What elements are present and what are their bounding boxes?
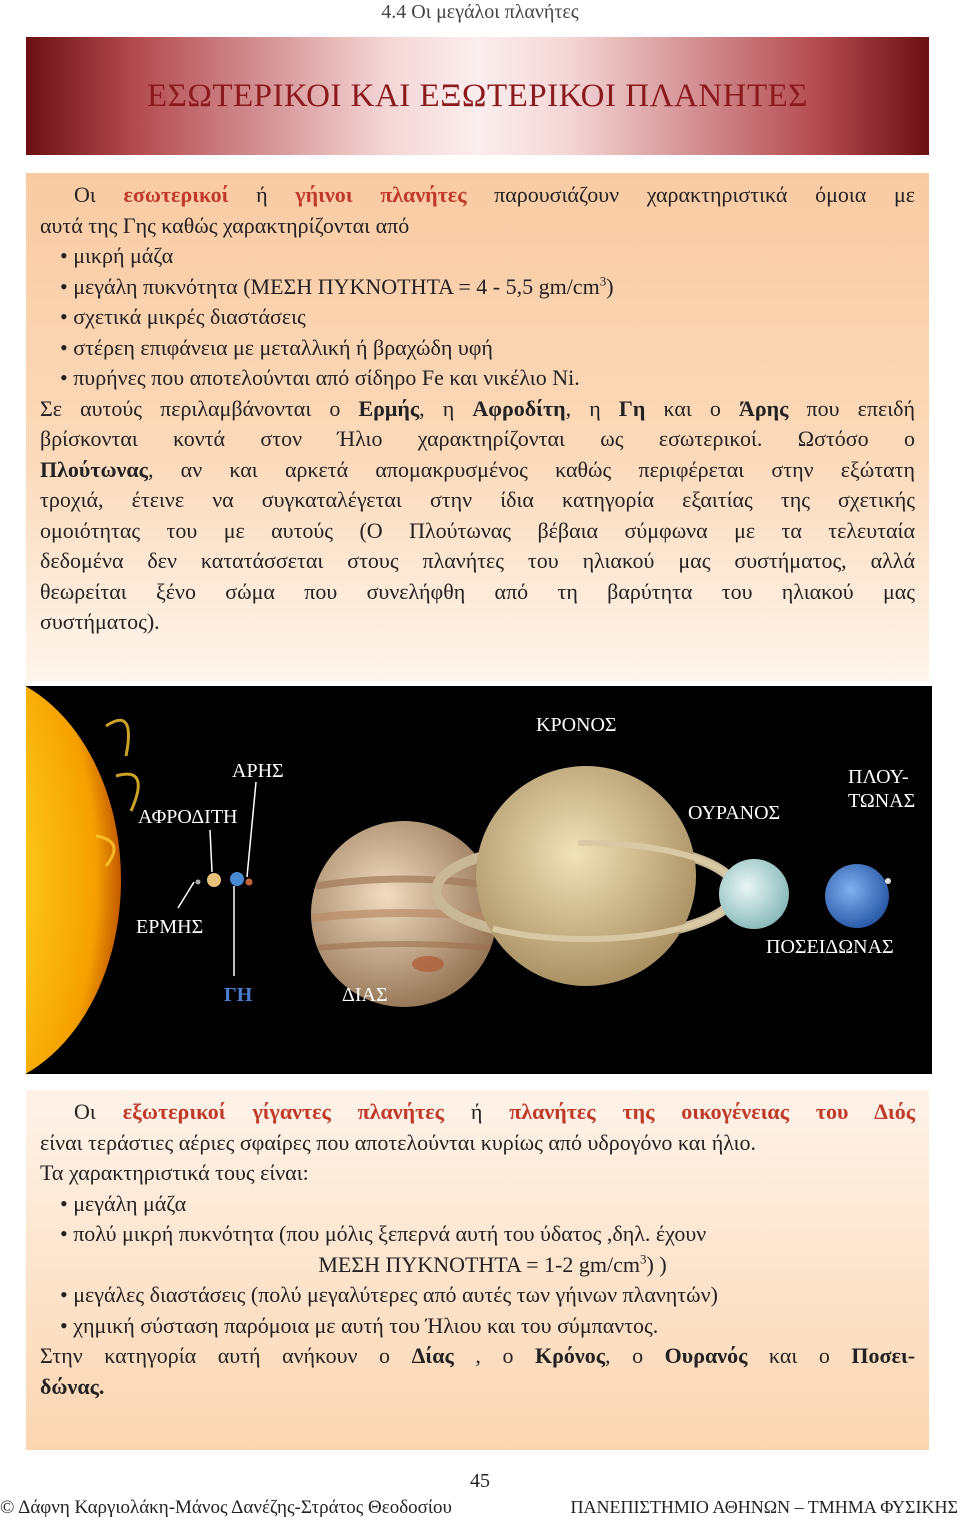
label-ermis: ΕΡΜΗΣ	[136, 916, 204, 938]
footer-authors: © Δάφνη Καργιολάκη-Μάνος Δανέζης-Στράτος Θεοδοσίου	[0, 1497, 452, 1518]
list-item-continuation: ΜΕΣΗ ΠΥΚΝΟΤΗΤΑ = 1-2 $gm/cm^3$) )	[318, 1251, 667, 1277]
inner-text-line: θεωρείται ξένο σώμα που συνελήφθη από τη βαρύτητα του ηλιακού μας	[40, 578, 915, 604]
banner-title: ΕΣΩΤΕΡΙΚΟΙ ΚΑΙ ΕΞΩΤΕΡΙΚΟΙ ΠΛΑΝΗΤΕΣ	[146, 77, 809, 114]
term-inner: εσωτερικοί	[123, 182, 229, 207]
inner-text-line: συστήματος).	[40, 609, 160, 634]
mars-shape	[246, 879, 253, 886]
inner-text-line: ομοιότητας του με αυτούς (Ο Πλούτωνας βέβαια σύμφωνα με τα τελευταία	[40, 517, 915, 543]
list-item: • μικρή μάζα	[40, 241, 915, 272]
title-banner	[26, 37, 929, 155]
label-plou-1: ΠΛΟΥ-	[848, 766, 909, 788]
pluto-shape	[885, 878, 891, 884]
jupiter-shape	[311, 821, 497, 1007]
outer-text-line: Τα χαρακτηριστικά τους είναι:	[40, 1160, 309, 1185]
outer-members-line2: δώνας.	[40, 1373, 105, 1399]
label-ouranos: ΟΥΡΑΝΟΣ	[688, 802, 781, 824]
inner-text-line: τροχιά, έτεινε να συγκαταλέγεται στην ίδια κατηγορία εξαιτίας της σχετικής	[40, 487, 915, 512]
label-poseidonas: ΠΟΣΕΙΔΩΝΑΣ	[766, 936, 894, 958]
inner-text-line: βρίσκονται κοντά στον Ήλιο χαρακτηρίζονται ως εσωτερικοί. Ωστόσο ο	[40, 426, 915, 451]
footer-institution: ΠΑΝΕΠΙΣΤΗΜΙΟ ΑΘΗΝΩΝ – ΤΜΗΜΑ ΦΥΣΙΚΗΣ	[570, 1497, 958, 1517]
list-item: • χημική σύσταση παρόμοια με αυτή του Ήλιου και του σύμπαντος.	[40, 1311, 915, 1342]
label-kronos: ΚΡΟΝΟΣ	[536, 714, 617, 736]
label-plou-2: ΤΩΝΑΣ	[848, 790, 916, 812]
label-aris: ΑΡΗΣ	[232, 760, 284, 782]
solar-system-image	[26, 686, 932, 1074]
outer-planets-box	[26, 1090, 929, 1450]
earth-shape	[230, 872, 244, 886]
page-number: 45	[470, 1470, 490, 1492]
inner-planets-box	[26, 173, 929, 681]
inner-intro-line1: Οι εσωτερικοί ή γήινοι πλανήτες παρουσιάζουν χαρακτηριστικά όμοια με	[74, 182, 915, 207]
section-title: 4.4 Οι μεγάλοι πλανήτες	[381, 1, 579, 23]
inner-intro-line2: αυτά της Γης καθώς χαρακτηρίζονται από	[40, 212, 410, 238]
mercury-shape	[196, 880, 201, 885]
label-dias: ΔΙΑΣ	[342, 984, 388, 1006]
list-item: • στέρεη επιφάνεια με μεταλλική ή βραχώδη υφή	[40, 333, 915, 364]
venus-shape	[207, 873, 221, 887]
neptune-shape	[825, 864, 889, 928]
list-item: • μεγάλη μάζα	[40, 1189, 915, 1220]
inner-text-line: δεδομένα δεν κατατάσσεται στους πλανήτες του ηλιακού μας συστήματος, αλλά	[40, 548, 915, 573]
list-item: • μεγάλη πυκνότητα (ΜΕΣΗ ΠΥΚΝΟΤΗΤΑ = 4 - 5,5 $gm/cm^3$)	[40, 272, 915, 303]
outer-text-line: είναι τεράστιες αέριες σφαίρες που αποτελούνται κυρίως από υδρογόνο και ήλιο.	[40, 1129, 757, 1155]
label-gi: ΓΗ	[224, 984, 253, 1006]
inner-text-line: Πλούτωνας, αν και αρκετά απομακρυσμένος καθώς περιφέρεται στην εξώτατη	[40, 456, 915, 482]
term-jovian: πλανήτες της οικογένειας του Διός	[509, 1099, 916, 1124]
uranus-shape	[719, 859, 789, 929]
outer-members-line1: Στην κατηγορία αυτή ανήκουν ο Δίας , ο Κρόνος, ο Ουρανός και ο Ποσει-	[40, 1343, 916, 1368]
label-afroditi: ΑΦΡΟΔΙΤΗ	[138, 806, 238, 828]
list-item: • μεγάλες διαστάσεις (πολύ μεγαλύτερες από αυτές των γήινων πλανητών)	[40, 1280, 915, 1311]
list-item: • σχετικά μικρές διαστάσεις	[40, 302, 915, 333]
outer-intro-line1: Οι εξωτερικοί γίγαντες πλανήτες ή πλανήτες της οικογένειας του Διός	[74, 1099, 916, 1124]
planets-illustration	[26, 686, 932, 1074]
inner-members-line1: Σε αυτούς περιλαμβάνονται ο Ερμής, η Αφροδίτη, η Γη και ο Άρης που επειδή	[40, 395, 916, 421]
term-outer-giants: εξωτερικοί γίγαντες πλανήτες	[122, 1099, 444, 1124]
list-item: • πολύ μικρή πυκνότητα (που μόλις ξεπερνά αυτή του ύδατος ,δηλ. έχουν	[40, 1219, 915, 1250]
term-terrestrial: γήινοι πλανήτες	[295, 182, 467, 207]
list-item: • πυρήνες που αποτελούνται από σίδηρο Fe και νικέλιο Ni.	[40, 363, 915, 394]
